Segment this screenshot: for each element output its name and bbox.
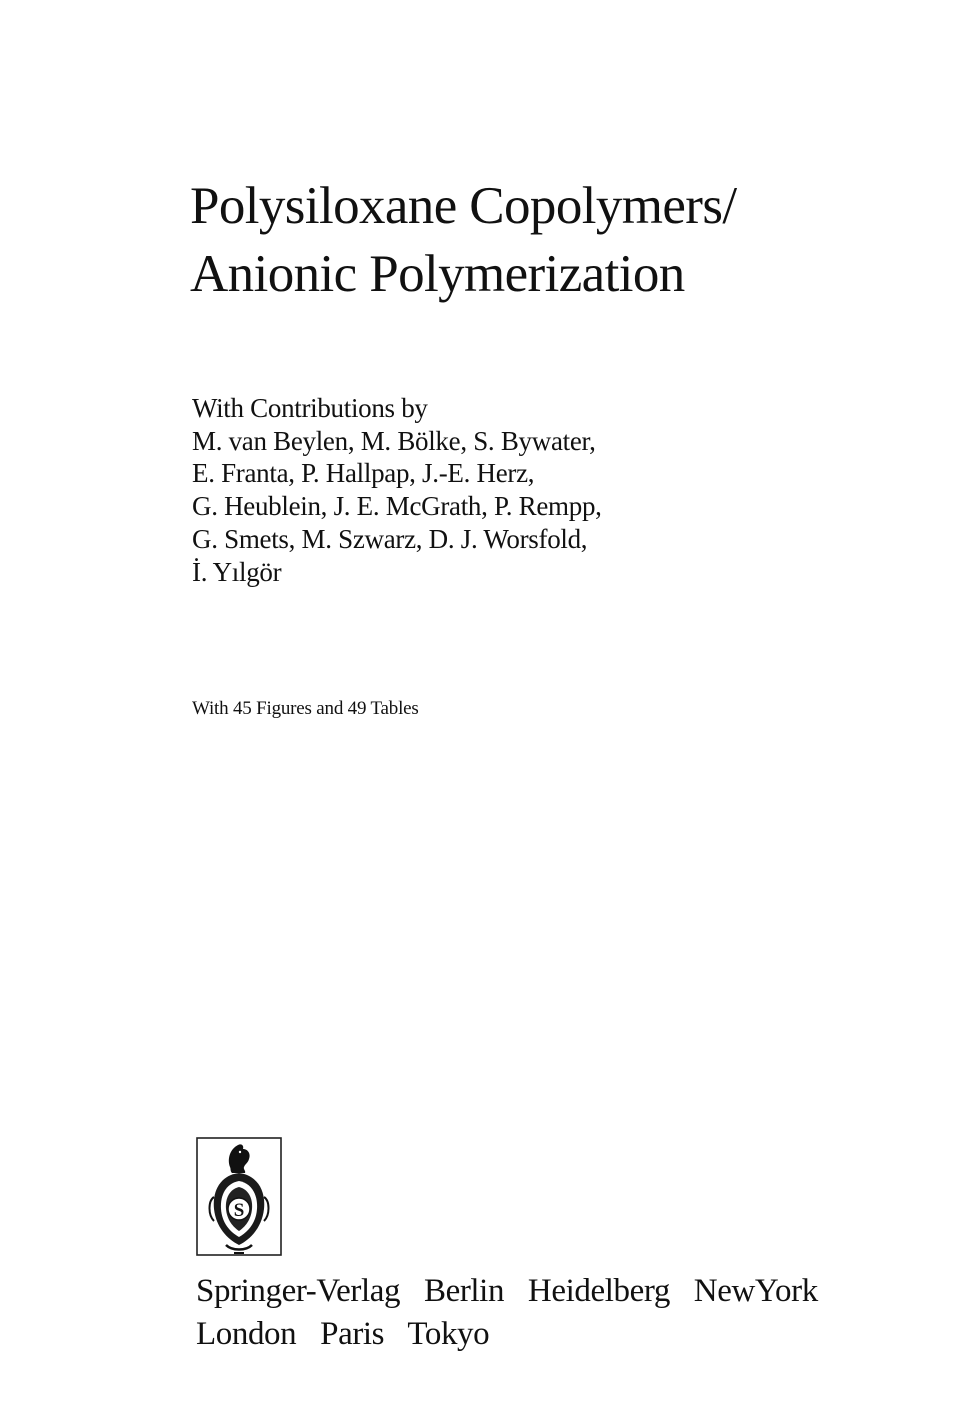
contributors-heading: With Contributions by	[192, 393, 428, 423]
publisher-city: Berlin	[423, 1273, 505, 1309]
publisher-city: Tokyo	[407, 1316, 490, 1352]
publisher-imprint	[196, 1270, 916, 1356]
publisher-line-1	[196, 1270, 916, 1313]
book-title-line-2: Anionic Polymerization	[190, 245, 685, 303]
logo-letter: S	[233, 1200, 245, 1221]
contributors-line: E. Franta, P. Hallpap, J.-E. Herz,	[192, 458, 535, 489]
figures-tables-note: With 45 Figures and 49 Tables	[192, 698, 419, 719]
publisher-city: London	[196, 1316, 297, 1352]
publisher-city: Paris	[320, 1316, 385, 1352]
springer-knight-logo-icon	[196, 1137, 282, 1259]
publisher-city: Heidelberg	[527, 1273, 670, 1309]
contributors-line: G. Smets, M. Szwarz, D. J. Worsfold,	[192, 523, 588, 554]
contributors-line: M. van Beylen, M. Bölke, S. Bywater,	[192, 425, 596, 456]
publisher-name: Springer-Verlag	[196, 1273, 401, 1309]
publisher-city: NewYork	[693, 1273, 818, 1309]
publisher-line-2	[196, 1313, 916, 1356]
contributors-line: İ. Yılgör	[192, 556, 282, 587]
book-title-line-1: Polysiloxane Copolymers/	[190, 177, 737, 235]
contributors-line: G. Heublein, J. E. McGrath, P. Rempp,	[192, 491, 602, 522]
contributors-section	[192, 392, 892, 588]
book-title	[190, 172, 910, 308]
